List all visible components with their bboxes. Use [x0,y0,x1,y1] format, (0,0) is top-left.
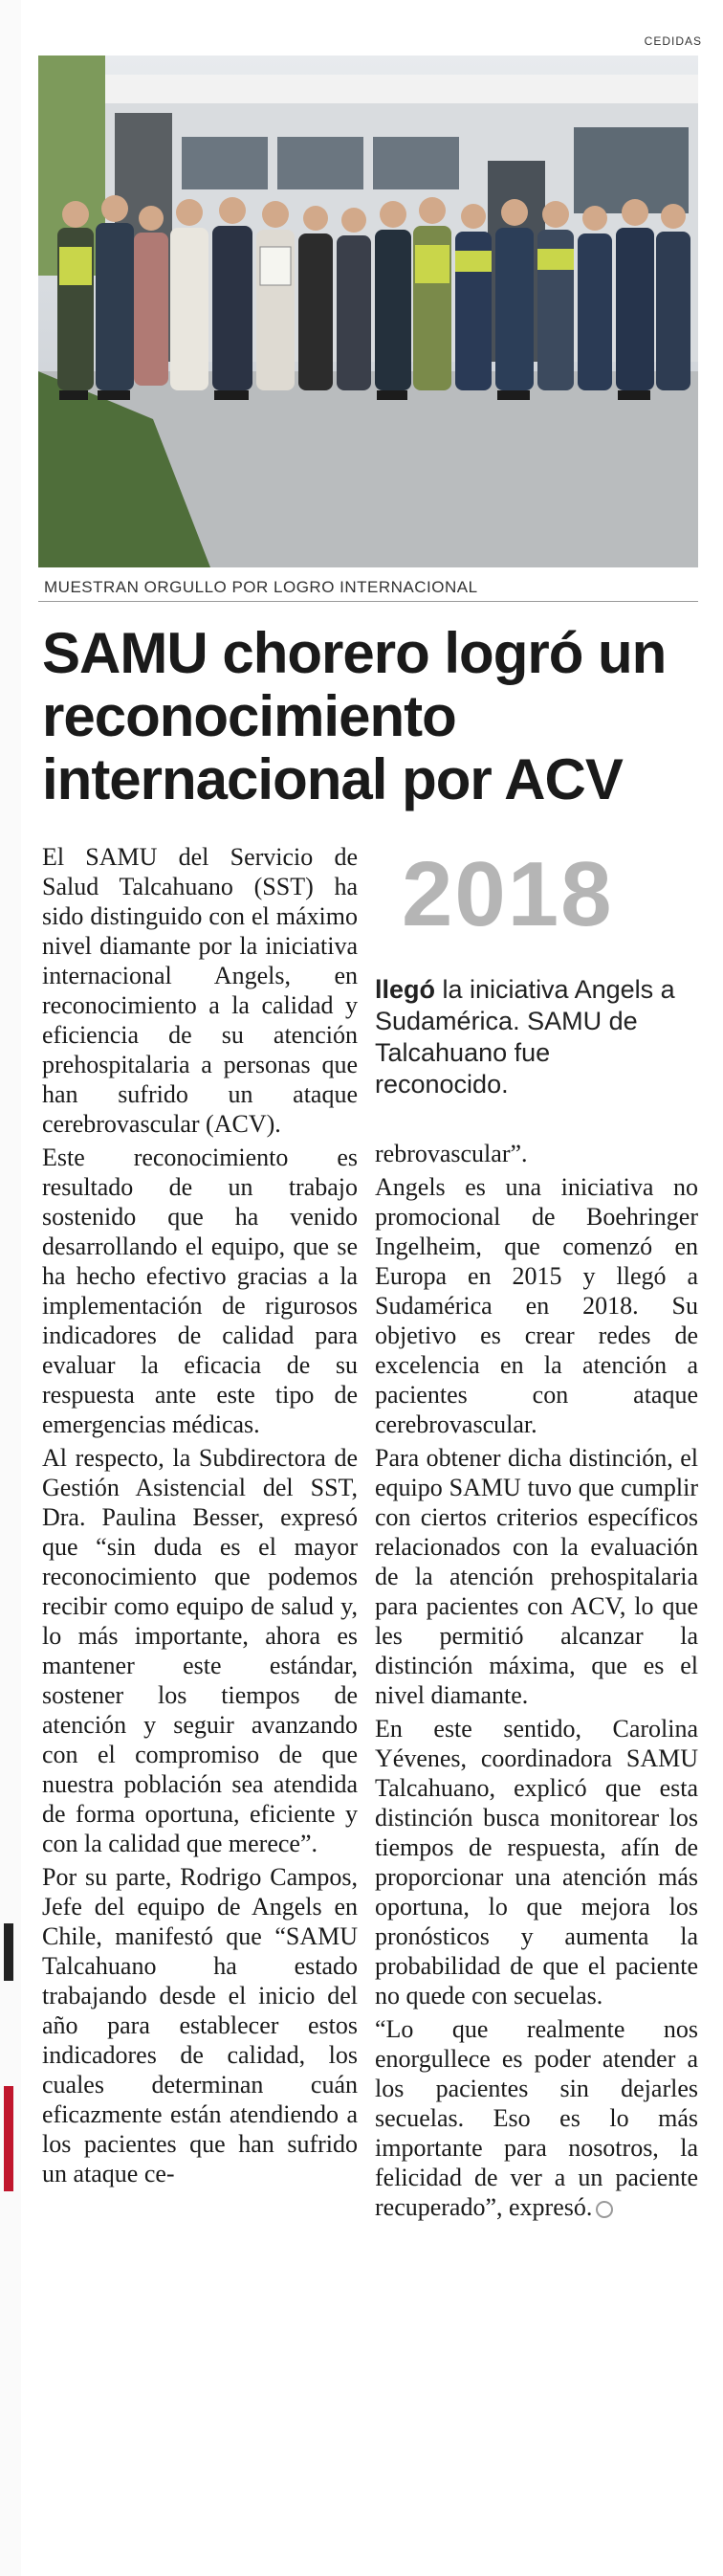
photo-credit: CEDIDAS [644,34,702,48]
paragraph: El SAMU del Servicio de Salud Talcahuano (SST) ha sido distinguido con el máximo nivel diamante por la iniciativa internacional Angels, en reconocimiento a la calidad y eficiencia de su atención prehospitalaria a personas que han sufrido un ataque cerebrovascular (ACV). [42,843,358,1138]
paragraph: Este reconocimiento es resultado de un trabajo sostenido que ha venido desarrollando el equipo, que se ha hecho efectivo gracias a la implementación de rigurosos indicadores de calidad para evaluar la eficacia de su respuesta ante este tipo de emergencias médicas. [42,1144,358,1438]
paragraph: Por su parte, Rodrigo Campos, Jefe del equipo de Angels en Chile, manifestó que “SAMU Talcahuano ha estado trabajando desde el inicio del año para establecer estos indicadores de calidad, los cuales determinan cuán eficazmente están atendiendo a los pacientes que han sufrido un ataque ce- [42,1863,358,2187]
end-of-article-icon [596,2201,613,2218]
photo-caption: MUESTRAN ORGULLO POR LOGRO INTERNACIONAL [44,578,478,596]
edge-mark-red [4,2086,13,2191]
paragraph: Al respecto, la Subdirectora de Gestión Asistencial del SST, Dra. Paulina Besser, expresó que “sin duda es el mayor reconocimiento que podemos recibir como equipo de salud y, lo más importante, ahora es mantener este estándar, sostener los tiempos de atención y seguir avanzando con el compromiso de que nuestra población sea atendida de forma oportuna, eficiente y con la calidad que merece”. [42,1444,358,1857]
paragraph: Angels es una iniciativa no promocional de Boehringer Ingelheim, que comenzó en Europa en 2015 y llegó a Sudamérica en 2018. Su objetivo es crear redes de excelencia en la atención a pacientes con ataque cerebrovascular. [375,1173,698,1438]
paragraph-last [375,2014,698,2222]
adjacent-page-edge [0,0,21,2576]
paragraph: rebrovascular”. [375,1140,528,1167]
year-highlight: 2018 [402,843,614,945]
pull-quote [375,974,690,1100]
team-photo-illustration [38,56,698,567]
headline: SAMU chorero logró un reconocimiento internacional por ACV [42,621,667,811]
edge-mark [4,1923,13,1981]
paragraph-text: “Lo que realmente nos enorgullece es poder atender a los pacientes sin dejarles secuelas. Eso es lo más importante para nosotros, la felicidad de ver a un paciente recuperado”, expresó. [375,2015,698,2221]
caption-rule [38,601,698,602]
paragraph: En este sentido, Carolina Yévenes, coordinadora SAMU Talcahuano, explicó que esta distinción busca monitorear los tiempos de respuesta, afín de proporcionar una atención más oportuna, lo que mejora los pronósticos y aumenta la probabilidad de que el paciente no quede con secuelas. [375,1715,698,2010]
article-column-1 [42,842,358,2192]
team-photo [38,56,698,567]
pull-quote-text: la iniciativa Angels a Sudamérica. SAMU de Talcahuano fue reconocido. [375,975,675,1099]
article-column-2 [375,1139,698,2226]
pull-quote-lead: llegó [375,975,436,1004]
paragraph: Para obtener dicha distinción, el equipo SAMU tuvo que cumplir con ciertos criterios específicos relacionados con la evaluación de la atención prehospitalaria para pacientes con ACV, lo que les permitió alcanzar la distinción máxima, que es el nivel diamante. [375,1444,698,1709]
